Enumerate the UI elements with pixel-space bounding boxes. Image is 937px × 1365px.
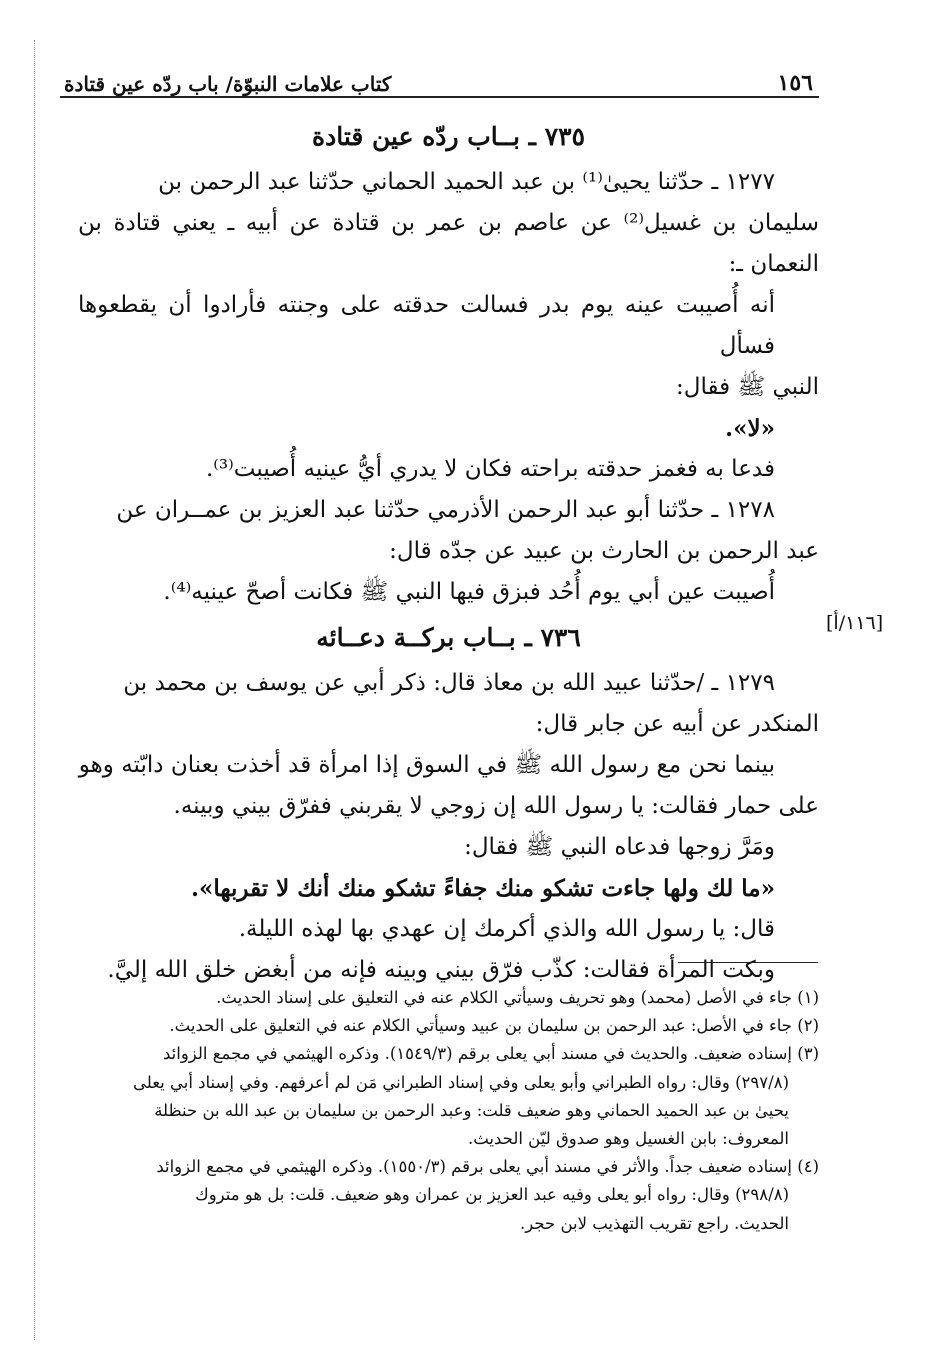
footnote-4-continued: الحديث. راجع تقريب التهذيب لابن حجر. — [520, 1213, 789, 1233]
footnote-4-continued: (٢٩٨/٨) وقال: رواه أبو يعلى وفيه عبد العزيز بن عمران وهو ضعيف. قلت: بل هو متروك — [195, 1185, 789, 1205]
hadith-1277-line: النبي ﷺ فقال: — [676, 374, 819, 400]
footnote-1: (١) جاء في الأصل (محمد) وهو تحريف وسيأتي الكلام عنه في التعليق على إسناد الحديث. — [216, 988, 819, 1007]
footnote-separator — [678, 962, 818, 963]
footnotes — [78, 984, 819, 1238]
hadith-1279-line: ١٢٧٩ ـ /حدّثنا عبيد الله بن معاذ قال: ذكر أبي عن يوسف بن محمد بن — [123, 670, 775, 696]
hadith-1279-line: ومَرَّ زوجها فدعاه النبي ﷺ فقال: — [464, 834, 775, 860]
hadith-1277-line: ١٢٧٧ ـ حدّثنا يحيىٰ⁽¹⁾ بن عبد الحميد الحماني حدّثنا عبد الرحمن بن — [158, 169, 775, 195]
scan-edge — [34, 40, 35, 1340]
footnote-3-continued: يحيىٰ بن عبد الحميد الحماني وهو ضعيف قلت: وعبد الرحمن بن سليمان بن عبد الله بن حنظلة — [154, 1100, 789, 1120]
hadith-1279-line: على حمار فقالت: يا رسول الله إن زوجي لا يقربني ففرّق بيني وبينه. — [173, 793, 819, 819]
hadith-1278-line: أُصيبت عين أبي يوم أُحُد فبزق فيها النبي ﷺ فكانت أصحّ عينيه⁽⁴⁾. — [163, 579, 775, 605]
page-header — [60, 60, 819, 98]
footnote-2: (٢) جاء في الأصل: عبد الرحمن بن سليمان بن عبيد وسيأتي الكلام عنه في التعليق على الحديث. — [169, 1016, 819, 1036]
chapter-heading-735: ٧٣٥ ـ بــاب ردّه عين قتادة — [311, 122, 586, 151]
hadith-1279-line: المنكدر عن أبيه عن جابر قال: — [535, 711, 819, 737]
hadith-1278-line: ١٢٧٨ ـ حدّثنا أبو عبد الرحمن الأذرمي حدّثنا عبد العزيز بن عمــران عن — [116, 497, 775, 523]
chapter-heading-736: ٧٣٦ ـ بــاب بركــة دعــائه — [316, 623, 581, 652]
hadith-1277-line: سليمان بن غسيل⁽²⁾ عن عاصم بن عمر بن قتادة عن أبيه ـ يعني قتادة بن النعمان ـ: — [78, 210, 820, 277]
manuscript-folio-reference: [١١٦/أ] — [826, 612, 884, 634]
hadith-1278-line: عبد الرحمن بن الحارث بن عبيد عن جدّه قال: — [389, 538, 819, 564]
hadith-1277-line: أنه أُصيبت عينه يوم بدر فسالت حدقته على وجنته فأرادوا أن يقطعوها فسأل — [78, 292, 775, 359]
hadith-1279-line: بينما نحن مع رسول الله ﷺ في السوق إذا امرأة قد أخذت بعنان دابّته وهو — [78, 752, 775, 778]
footnote-3-continued: (٢٩٧/٨) وقال: رواه الطبراني وأبو يعلى وفي إسناد الطبراني مَن لم أعرفهم. وفي إسناد أبي يعلى — [132, 1072, 789, 1092]
footnote-3-continued: المعروف: بابن الغسيل وهو صدوق ليّن الحديث. — [467, 1129, 789, 1149]
hadith-1279-line: وبكت المرأة فقالت: كذّب فرّق بيني وبينه فإنه من أبغض خلق الله إليَّ. — [107, 957, 775, 983]
footnote-3: (٣) إسناده ضعيف. والحديث في مسند أبي يعلى برقم (١٥٤٩/٣). وذكره الهيثمي في مجمع الزوائد — [163, 1044, 819, 1064]
page-number: ١٥٦ — [777, 70, 813, 96]
main-text — [78, 112, 819, 991]
footnote-4: (٤) إسناده ضعيف جداً. والأثر في مسند أبي يعلى برقم (١٥٥٠/٣). وذكره الهيثمي في مجمع الزوائد — [156, 1157, 819, 1177]
hadith-1277-line: فدعا به فغمز حدقته براحته فكان لا يدري أيُّ عينيه أُصيبت⁽³⁾. — [205, 456, 775, 482]
running-head: كتاب علامات النبوّة/ باب ردّه عين قتادة — [64, 72, 392, 96]
hadith-1279-quote: «ما لك ولها جاءت تشكو منك جفاءً تشكو منك أنك لا تقربها». — [191, 875, 775, 902]
hadith-1277-quote: «لا». — [725, 415, 775, 442]
hadith-1279-line: قال: يا رسول الله والذي أكرمك إن عهدي بها لهذه الليلة. — [238, 916, 775, 942]
